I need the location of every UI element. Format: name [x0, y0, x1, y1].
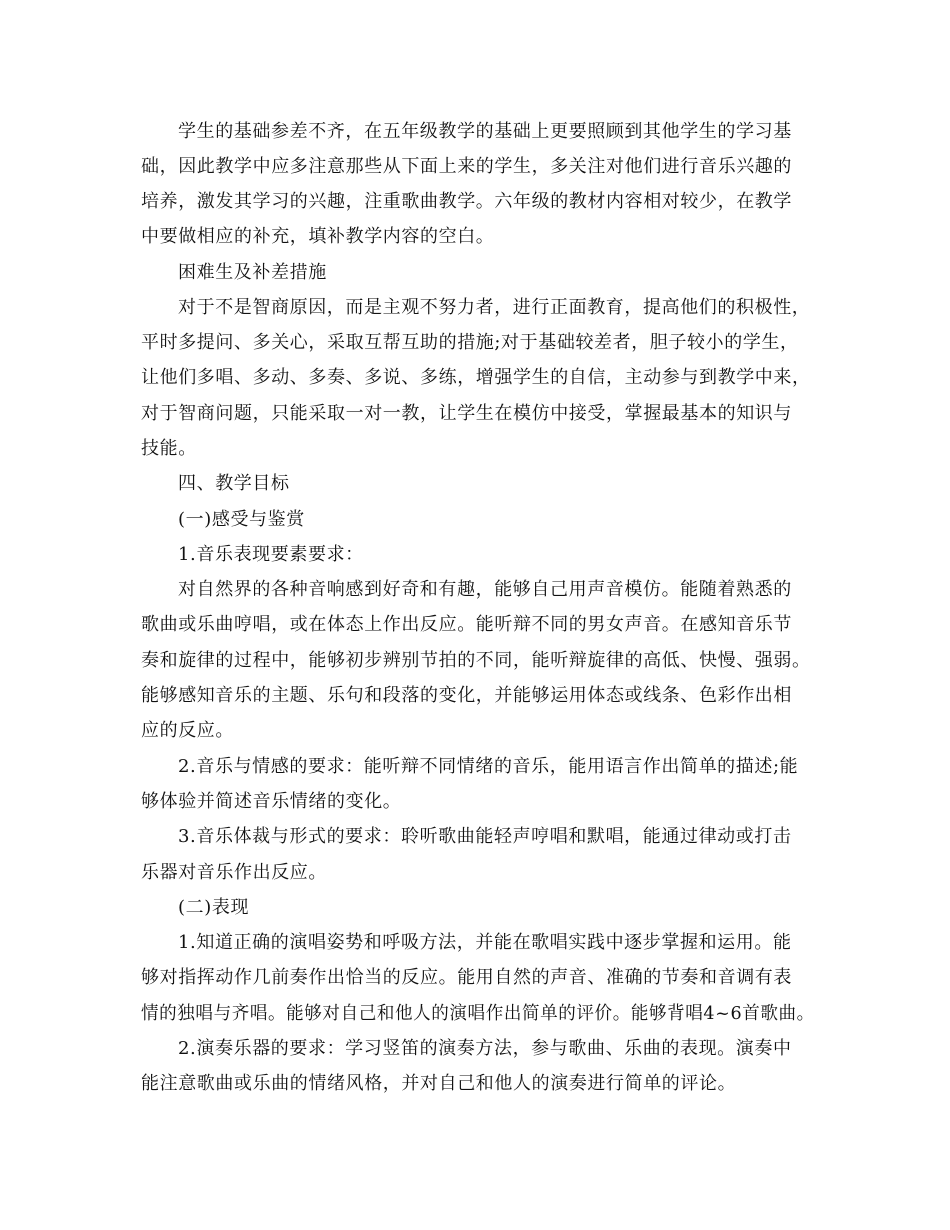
text-line: 歌曲或乐曲哼唱，或在体态上作出反应。能听辩不同的男女声音。在感知音乐节	[141, 614, 792, 635]
text-line: 技能。	[141, 438, 197, 459]
text-line: 够体验并简述音乐情绪的变化。	[141, 791, 402, 812]
text-line: 平时多提问、多关心，采取互帮互助的措施;对于基础较差者，胆子较小的学生，	[141, 332, 799, 353]
text-line: 能够感知音乐的主题、乐句和段落的变化，并能够运用体态或线条、色彩作出相	[141, 685, 792, 706]
text-line: 2.演奏乐器的要求：学习竖笛的演奏方法，参与歌曲、乐曲的表现。演奏中	[178, 1038, 792, 1059]
text-line: 奏和旋律的过程中，能够初步辨别节拍的不同，能听辩旋律的高低、快慢、强弱。	[141, 650, 811, 671]
subsection-heading: (二)表现	[178, 897, 250, 918]
text-line: 应的反应。	[141, 720, 234, 741]
text-line: 够对指挥动作几前奏作出恰当的反应。能用自然的声音、准确的节奏和音调有表	[141, 967, 792, 988]
text-line: 3.音乐体裁与形式的要求：聆听歌曲能轻声哼唱和默唱，能通过律动或打击	[178, 826, 792, 847]
text-line: 2.音乐与情感的要求：能听辩不同情绪的音乐，能用语言作出简单的描述;能	[178, 756, 799, 777]
text-line: 1.知道正确的演唱姿势和呼吸方法，并能在歌唱实践中逐步掌握和运用。能	[178, 932, 792, 953]
text-line: 培养，激发其学习的兴趣，注重歌曲教学。六年级的教材内容相对较少，在教学	[141, 191, 792, 212]
subsection-heading: (一)感受与鉴赏	[178, 509, 305, 530]
text-line: 乐器对音乐作出反应。	[141, 862, 327, 883]
text-line: 让他们多唱、多动、多奏、多说、多练，增强学生的自信，主动参与到教学中来，	[141, 367, 811, 388]
text-line: 中要做相应的补充，填补教学内容的空白。	[141, 226, 495, 247]
text-line: 情的独唱与齐唱。能够对自己和他人的演唱作出简单的评价。能够背唱4~6首歌曲。	[141, 1003, 815, 1024]
text-line: 对自然界的各种音响感到好奇和有趣，能够自己用声音模仿。能随着熟悉的	[178, 579, 792, 600]
text-line: 学生的基础参差不齐，在五年级教学的基础上更要照顾到其他学生的学习基	[178, 121, 792, 142]
section-heading: 四、教学目标	[178, 473, 290, 494]
text-line: 能注意歌曲或乐曲的情绪风格，并对自己和他人的演奏进行简单的评论。	[141, 1073, 737, 1094]
item-heading: 1.音乐表现要素要求：	[178, 544, 364, 565]
section-heading: 困难生及补差措施	[178, 262, 327, 283]
text-line: 础，因此教学中应多注意那些从下面上来的学生，多关注对他们进行音乐兴趣的	[141, 156, 792, 177]
text-line: 对于不是智商原因，而是主观不努力者，进行正面教育，提高他们的积极性，	[178, 297, 811, 318]
text-line: 对于智商问题，只能采取一对一教，让学生在模仿中接受，掌握最基本的知识与	[141, 403, 792, 424]
